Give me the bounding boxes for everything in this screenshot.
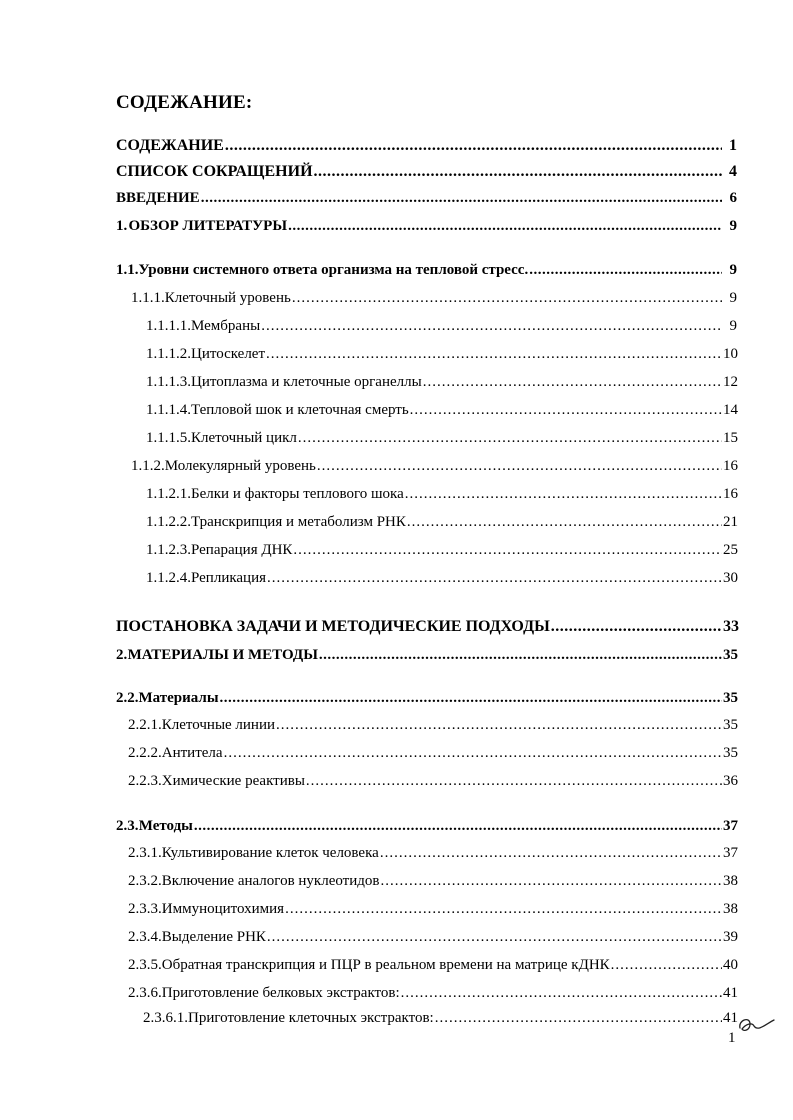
toc-entry[interactable] <box>146 570 737 592</box>
toc-entry-number: 2.3.1. <box>128 845 162 861</box>
toc-entry-title: ВВЕДЕНИЕ <box>116 190 200 206</box>
toc-entry-title: Клеточный цикл <box>191 430 297 446</box>
toc-entry-page: 38 <box>723 873 738 889</box>
toc-leader-dots <box>306 773 722 790</box>
toc-entry-title: Цитоскелет <box>191 346 266 362</box>
toc-entry-title: Культивирование клеток человека <box>161 845 379 861</box>
toc-entry[interactable] <box>128 957 737 979</box>
toc-entry-number: 1.1.1.5. <box>146 430 191 446</box>
toc-entry-number: 2.2.3. <box>128 773 162 789</box>
toc-entry[interactable] <box>146 514 737 536</box>
toc-entry[interactable] <box>128 929 737 951</box>
toc-entry[interactable] <box>143 1010 737 1032</box>
toc-entry[interactable] <box>128 901 737 923</box>
toc-entry[interactable] <box>116 818 737 840</box>
toc-leader-dots <box>261 318 722 335</box>
toc-entry-title: ОБЗОР ЛИТЕРАТУРЫ <box>128 218 288 234</box>
page-number: 1 <box>728 1030 736 1046</box>
toc-entry-number: 2.3.3. <box>128 901 162 917</box>
toc-entry-number: 1.1.2.1. <box>146 486 191 502</box>
toc-entry-title: Молекулярный уровень <box>164 458 316 474</box>
toc-entry-title: Клеточные линии <box>161 717 276 733</box>
toc-entry-page: 9 <box>729 262 737 278</box>
toc-leader-dots <box>410 402 722 419</box>
toc-entry-number: 1.1.2.2. <box>146 514 191 530</box>
toc-entry-number: 1.1.2. <box>131 458 165 474</box>
toc-entry-number: 2.3.6. <box>128 985 162 1001</box>
toc-entry[interactable] <box>116 618 737 640</box>
toc-leader-dots <box>298 430 722 447</box>
handwritten-signature-icon <box>736 1012 778 1038</box>
toc-entry-title: Клеточный уровень <box>164 290 291 306</box>
toc-leader-dots <box>266 346 722 363</box>
toc-leader-dots <box>267 929 722 946</box>
toc-entry[interactable] <box>116 690 737 712</box>
toc-entry-number: 1.1.2.4. <box>146 570 191 586</box>
toc-entry-number: 2.2.2. <box>128 745 162 761</box>
toc-entry-title: ПОСТАНОВКА ЗАДАЧИ И МЕТОДИЧЕСКИЕ ПОДХОДЫ <box>116 618 550 635</box>
toc-entry-page: 37 <box>723 845 738 861</box>
toc-entry-number: 1.1.1.4. <box>146 402 191 418</box>
toc-entry-page: 33 <box>723 618 739 635</box>
toc-leader-dots <box>405 486 722 503</box>
toc-entry-page: 21 <box>723 514 738 530</box>
toc-entry-number: 1.1.1. <box>131 290 165 306</box>
toc-entry-title: Приготовление белковых экстрактов: <box>161 985 400 1001</box>
toc-entry[interactable] <box>128 873 737 895</box>
toc-entry-title: СПИСОК СОКРАЩЕНИЙ <box>116 163 313 180</box>
toc-entry-number: 2.2.1. <box>128 717 162 733</box>
toc-entry-number: 1.1.1.3. <box>146 374 191 390</box>
toc-entry-title: Репликация <box>191 570 267 586</box>
toc-entry-title: СОДЕЖАНИЕ <box>116 137 224 154</box>
toc-entry-number: 2.2. <box>116 690 139 706</box>
toc-entry-page: 40 <box>723 957 738 973</box>
toc-entry-title: Химические реактивы <box>161 773 305 789</box>
toc-entry-page: 10 <box>723 346 738 362</box>
toc-entry-number: 1.1.1.2. <box>146 346 191 362</box>
toc-entry-title: Уровни системного ответа организма на тепловой стресс. <box>138 262 529 278</box>
toc-entry-title: Белки и факторы теплового шока <box>191 486 404 502</box>
toc-entry-page: 14 <box>723 402 738 418</box>
toc-leader-dots <box>225 137 722 155</box>
toc-leader-dots <box>292 290 722 307</box>
toc-heading: СОДЕЖАНИЕ: <box>116 92 253 113</box>
toc-entry[interactable] <box>116 218 737 240</box>
toc-entry-number: 2. <box>116 647 128 663</box>
toc-leader-dots <box>276 717 722 734</box>
toc-entry[interactable] <box>128 745 737 767</box>
toc-entry-title: Репарация ДНК <box>191 542 293 558</box>
toc-entry-title: Тепловой шок и клеточная смерть <box>191 402 409 418</box>
toc-leader-dots <box>267 570 722 587</box>
toc-entry[interactable] <box>146 374 737 396</box>
toc-entry-number: 1.1.2.3. <box>146 542 191 558</box>
toc-entry-number: 1. <box>116 218 128 234</box>
toc-entry-title: Методы <box>138 818 193 834</box>
toc-leader-dots <box>201 190 722 207</box>
toc-entry-page: 35 <box>723 690 738 706</box>
toc-entry-page: 15 <box>723 430 738 446</box>
toc-entry-number: 1.1.1.1. <box>146 318 191 334</box>
toc-entry-title: Материалы <box>138 690 219 706</box>
toc-entry-page: 38 <box>723 901 738 917</box>
toc-entry[interactable] <box>146 402 737 424</box>
toc-leader-dots <box>435 1010 722 1027</box>
toc-entry-page: 6 <box>729 190 737 206</box>
toc-entry[interactable] <box>146 430 737 452</box>
toc-entry-title: Приготовление клеточных экстрактов: <box>188 1010 434 1026</box>
toc-entry-page: 16 <box>723 458 738 474</box>
toc-entry-page: 4 <box>729 163 737 180</box>
toc-entry[interactable] <box>116 163 737 185</box>
toc-entry[interactable] <box>116 190 737 212</box>
toc-entry-page: 37 <box>723 818 738 834</box>
toc-entry-page: 9 <box>729 290 737 306</box>
toc-entry-title: Транскрипция и метаболизм РНК <box>191 514 406 530</box>
toc-entry-number: 2.3.5. <box>128 957 162 973</box>
toc-entry-number: 2.3.2. <box>128 873 162 889</box>
toc-entry[interactable] <box>128 845 737 867</box>
toc-entry-page: 16 <box>723 486 738 502</box>
toc-entry-title: Выделение РНК <box>161 929 266 945</box>
toc-leader-dots <box>220 690 722 707</box>
toc-leader-dots <box>611 957 722 974</box>
toc-entry-page: 41 <box>723 1010 738 1026</box>
toc-entry-title: Иммуноцитохимия <box>161 901 285 917</box>
toc-leader-dots <box>314 163 722 181</box>
toc-leader-dots <box>319 647 722 664</box>
toc-entry[interactable] <box>128 773 737 795</box>
toc-leader-dots <box>423 374 722 391</box>
toc-entry-page: 35 <box>723 647 738 663</box>
toc-entry-page: 35 <box>723 717 738 733</box>
toc-entry-page: 9 <box>729 218 737 234</box>
toc-entry[interactable] <box>131 458 737 480</box>
toc-leader-dots <box>407 514 722 531</box>
toc-entry[interactable] <box>146 318 737 340</box>
toc-leader-dots <box>293 542 722 559</box>
toc-leader-dots <box>224 745 722 762</box>
toc-entry-number: 1.1. <box>116 262 139 278</box>
toc-leader-dots <box>380 873 722 890</box>
toc-entry-title: Включение аналогов нуклеотидов <box>161 873 380 889</box>
toc-entry-page: 36 <box>723 773 738 789</box>
toc-entry-title: Мембраны <box>191 318 261 334</box>
toc-entry-title: МАТЕРИАЛЫ И МЕТОДЫ <box>127 647 318 663</box>
toc-entry[interactable] <box>116 647 737 669</box>
toc-entry[interactable] <box>128 985 737 1007</box>
toc-entry-page: 12 <box>723 374 738 390</box>
toc-entry-title: Антитела <box>161 745 223 761</box>
toc-leader-dots <box>401 985 722 1002</box>
toc-entry-page: 1 <box>729 137 737 154</box>
toc-leader-dots <box>285 901 722 918</box>
toc-leader-dots <box>380 845 722 862</box>
toc-entry[interactable] <box>128 717 737 739</box>
toc-entry-title: Цитоплазма и клеточные органеллы <box>191 374 422 390</box>
toc-entry[interactable] <box>116 137 737 159</box>
toc-entry-page: 35 <box>723 745 738 761</box>
toc-entry[interactable] <box>116 262 737 284</box>
toc-entry-page: 30 <box>723 570 738 586</box>
toc-entry-page: 39 <box>723 929 738 945</box>
toc-entry-title: Обратная транскрипция и ПЦР в реальном времени на матрице кДНК <box>161 957 610 973</box>
toc-entry-number: 2.3. <box>116 818 139 834</box>
toc-leader-dots <box>317 458 722 475</box>
toc-entry-page: 41 <box>723 985 738 1001</box>
toc-entry[interactable] <box>146 542 737 564</box>
toc-entry[interactable] <box>146 346 737 368</box>
toc-leader-dots <box>288 218 722 235</box>
toc-entry[interactable] <box>131 290 737 312</box>
toc-entry[interactable] <box>146 486 737 508</box>
toc-entry-page: 25 <box>723 542 738 558</box>
toc-leader-dots <box>551 618 722 636</box>
toc-entry-page: 9 <box>729 318 737 334</box>
toc-leader-dots <box>194 818 722 835</box>
toc-entry-number: 2.3.6.1. <box>143 1010 188 1026</box>
toc-entry-number: 2.3.4. <box>128 929 162 945</box>
toc-leader-dots <box>529 262 722 279</box>
